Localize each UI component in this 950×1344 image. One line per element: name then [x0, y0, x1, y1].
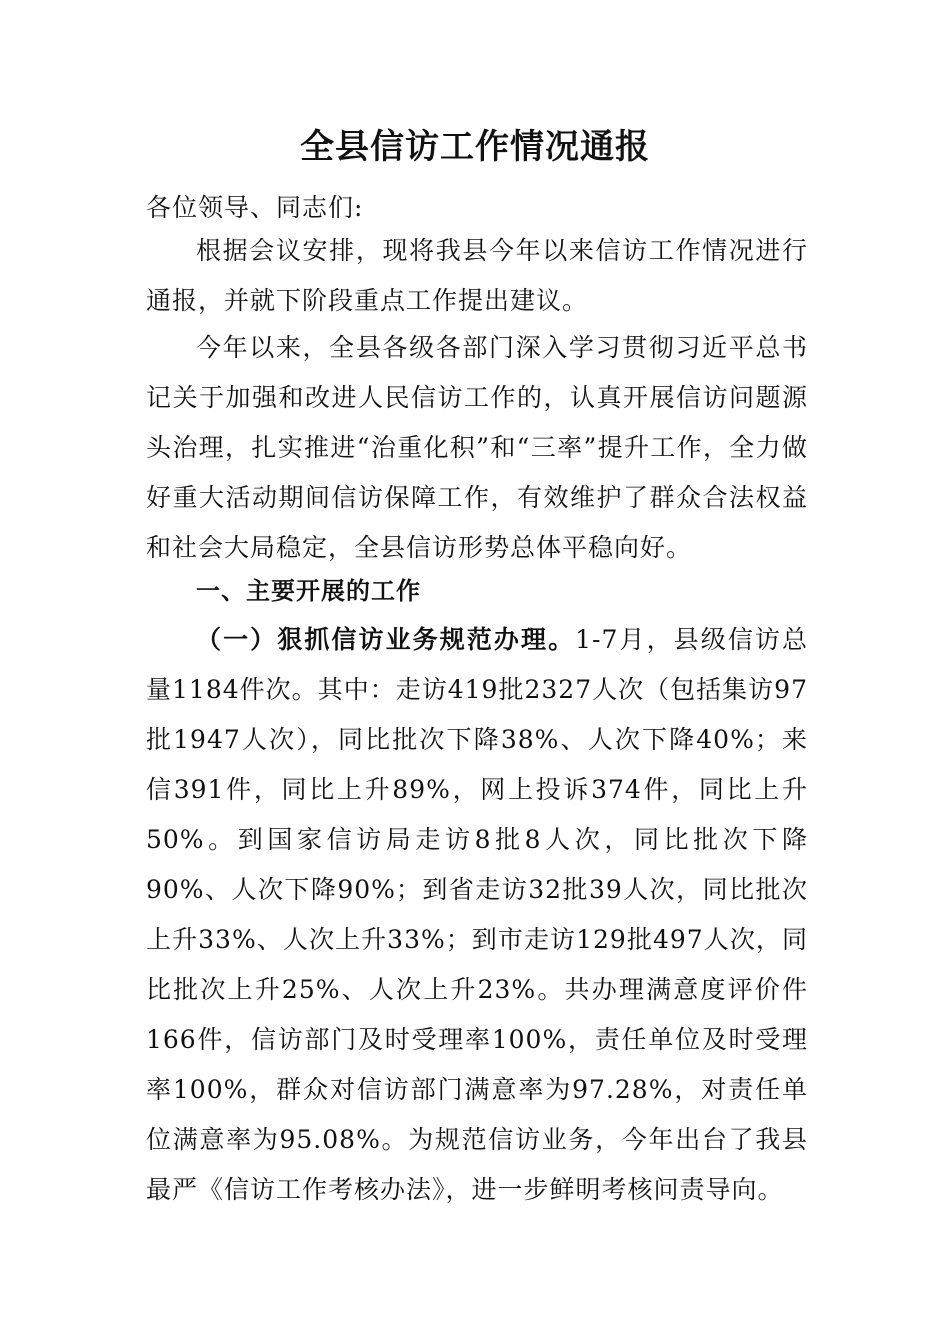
section-heading: 一、主要开展的工作	[196, 577, 421, 605]
subsection-heading: （一）狠抓信访业务规范办理。	[196, 625, 576, 654]
overview-paragraph: 今年以来，全县各级各部门深入学习贯彻习近平总书记关于加强和改进人民信访工作的，认真开展信访问题源头治理，扎实推进“治重化积”和“三率”提升工作，全力做好重大活动期间信访保障工作，有效维护了群众合法权益和社会大局稳定，全县信访形势总体平稳向好。	[146, 333, 808, 562]
salutation: 各位领导、同志们:	[146, 193, 364, 222]
intro-paragraph: 根据会议安排，现将我县今年以来信访工作情况进行通报，并就下阶段重点工作提出建议。	[146, 236, 808, 315]
subsection-paragraph	[146, 615, 808, 1215]
subsection-body: 1-7月，县级信访总量1184件次。其中：走访419批2327人次（包括集访97批1947人次），同比批次下降38%、人次下降40%；来信391件，同比上升89%，网上投诉374件，同比上升50%。到国家信访局走访8批8人次，同比批次下降90%、人次下降90%；到省走访32批39人次，同比批次上升33%、人次上升33%；到市走访129批497人次，同比批次上升25%、人次上升23%。共办理满意度评价件166件，信访部门及时受理率100%，责任单位及时受理率100%，群众对信访部门满意率为97.28%，对责任单位满意率为95.08%。为规范信访业务，今年出台了我县最严《信访工作考核办法》，进一步鲜明考核问责导向。	[146, 625, 808, 1204]
document-title: 全县信访工作情况通报	[300, 127, 650, 167]
